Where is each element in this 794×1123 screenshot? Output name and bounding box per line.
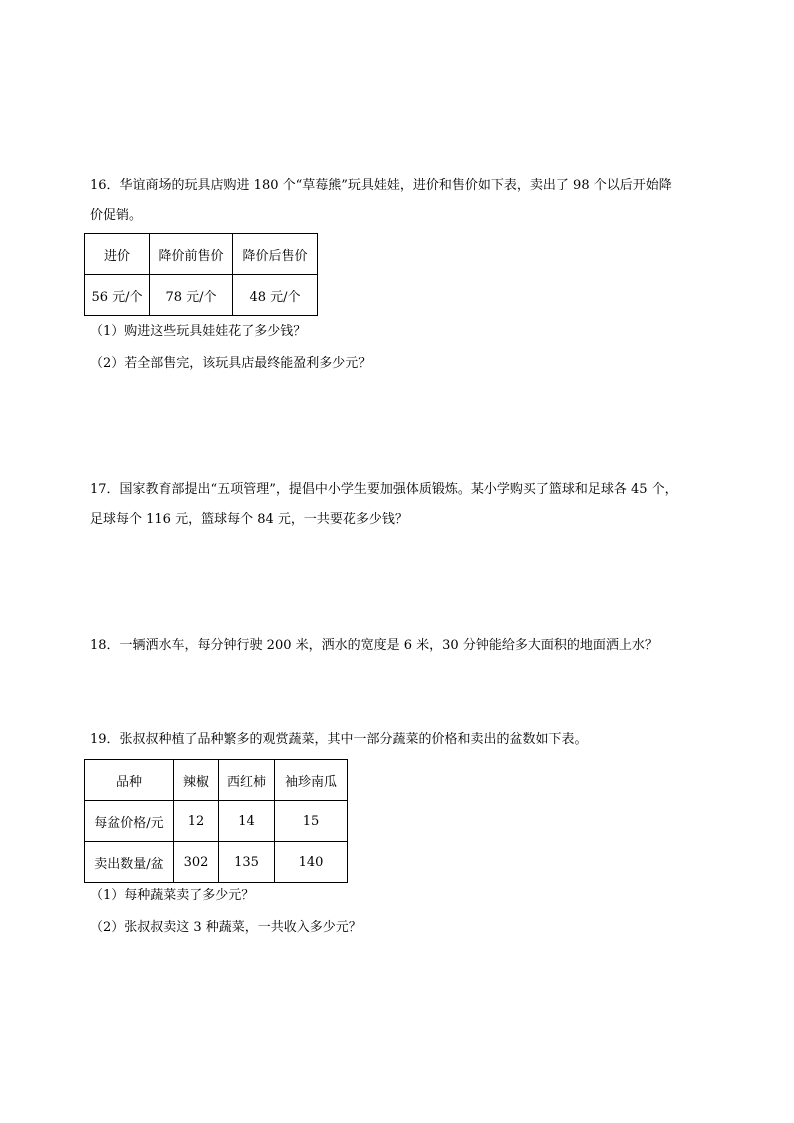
table-cell: 48 元/个	[233, 275, 318, 316]
table-cell: 56 元/个	[85, 275, 150, 316]
table-row	[85, 842, 348, 883]
q18-text-line1: 18．一辆洒水车，每分钟行驶 200 米，洒水的宽度是 6 米，30 分钟能给多大面积的地面洒上水？	[90, 638, 658, 653]
table-cell: 78 元/个	[150, 275, 233, 316]
q16-text-line2: 价促销。	[90, 208, 143, 223]
table-cell: 14	[219, 801, 275, 842]
table-header-cell: 进价	[85, 234, 150, 275]
q17-text-line2: 足球每个 116 元，篮球每个 84 元，一共要花多少钱？	[90, 512, 408, 527]
table-cell: 卖出数量/盆	[85, 842, 174, 883]
table-cell: 15	[275, 801, 348, 842]
table-row	[85, 275, 318, 316]
q19-vegetable-table	[84, 759, 348, 883]
table-cell: 12	[174, 801, 219, 842]
table-header-cell: 西红柿	[219, 760, 275, 801]
q19-text-line1: 19．张叔叔种植了品种繁多的观赏蔬菜，其中一部分蔬菜的价格和卖出的盆数如下表。	[90, 732, 588, 747]
table-cell: 140	[275, 842, 348, 883]
table-header-row	[85, 760, 348, 801]
table-header-cell: 降价前售价	[150, 234, 233, 275]
table-cell: 135	[219, 842, 275, 883]
q17-text-line1: 17．国家教育部提出“五项管理”，提倡中小学生要加强体质锻炼。某小学购买了篮球和足球各 45 个，	[90, 482, 678, 497]
table-header-cell: 品种	[85, 760, 174, 801]
table-cell: 302	[174, 842, 219, 883]
q16-price-table	[84, 233, 318, 316]
table-row	[85, 801, 348, 842]
table-header-cell: 袖珍南瓜	[275, 760, 348, 801]
q19-sub-question-1: （1）每种蔬菜卖了多少元？	[90, 888, 255, 903]
q16-sub-question-1: （1）购进这些玩具娃娃花了多少钱？	[90, 324, 307, 339]
q16-text-line1: 16．华谊商场的玩具店购进 180 个“草莓熊”玩具娃娃，进价和售价如下表，卖出了 98 个以后开始降	[90, 178, 672, 193]
table-header-cell: 辣椒	[174, 760, 219, 801]
table-header-row	[85, 234, 318, 275]
table-header-cell: 降价后售价	[233, 234, 318, 275]
q19-sub-question-2: （2）张叔叔卖这 3 种蔬菜，一共收入多少元？	[90, 920, 362, 935]
table-cell: 每盆价格/元	[85, 801, 174, 842]
q16-sub-question-2: （2）若全部售完，该玩具店最终能盈利多少元？	[90, 356, 372, 371]
